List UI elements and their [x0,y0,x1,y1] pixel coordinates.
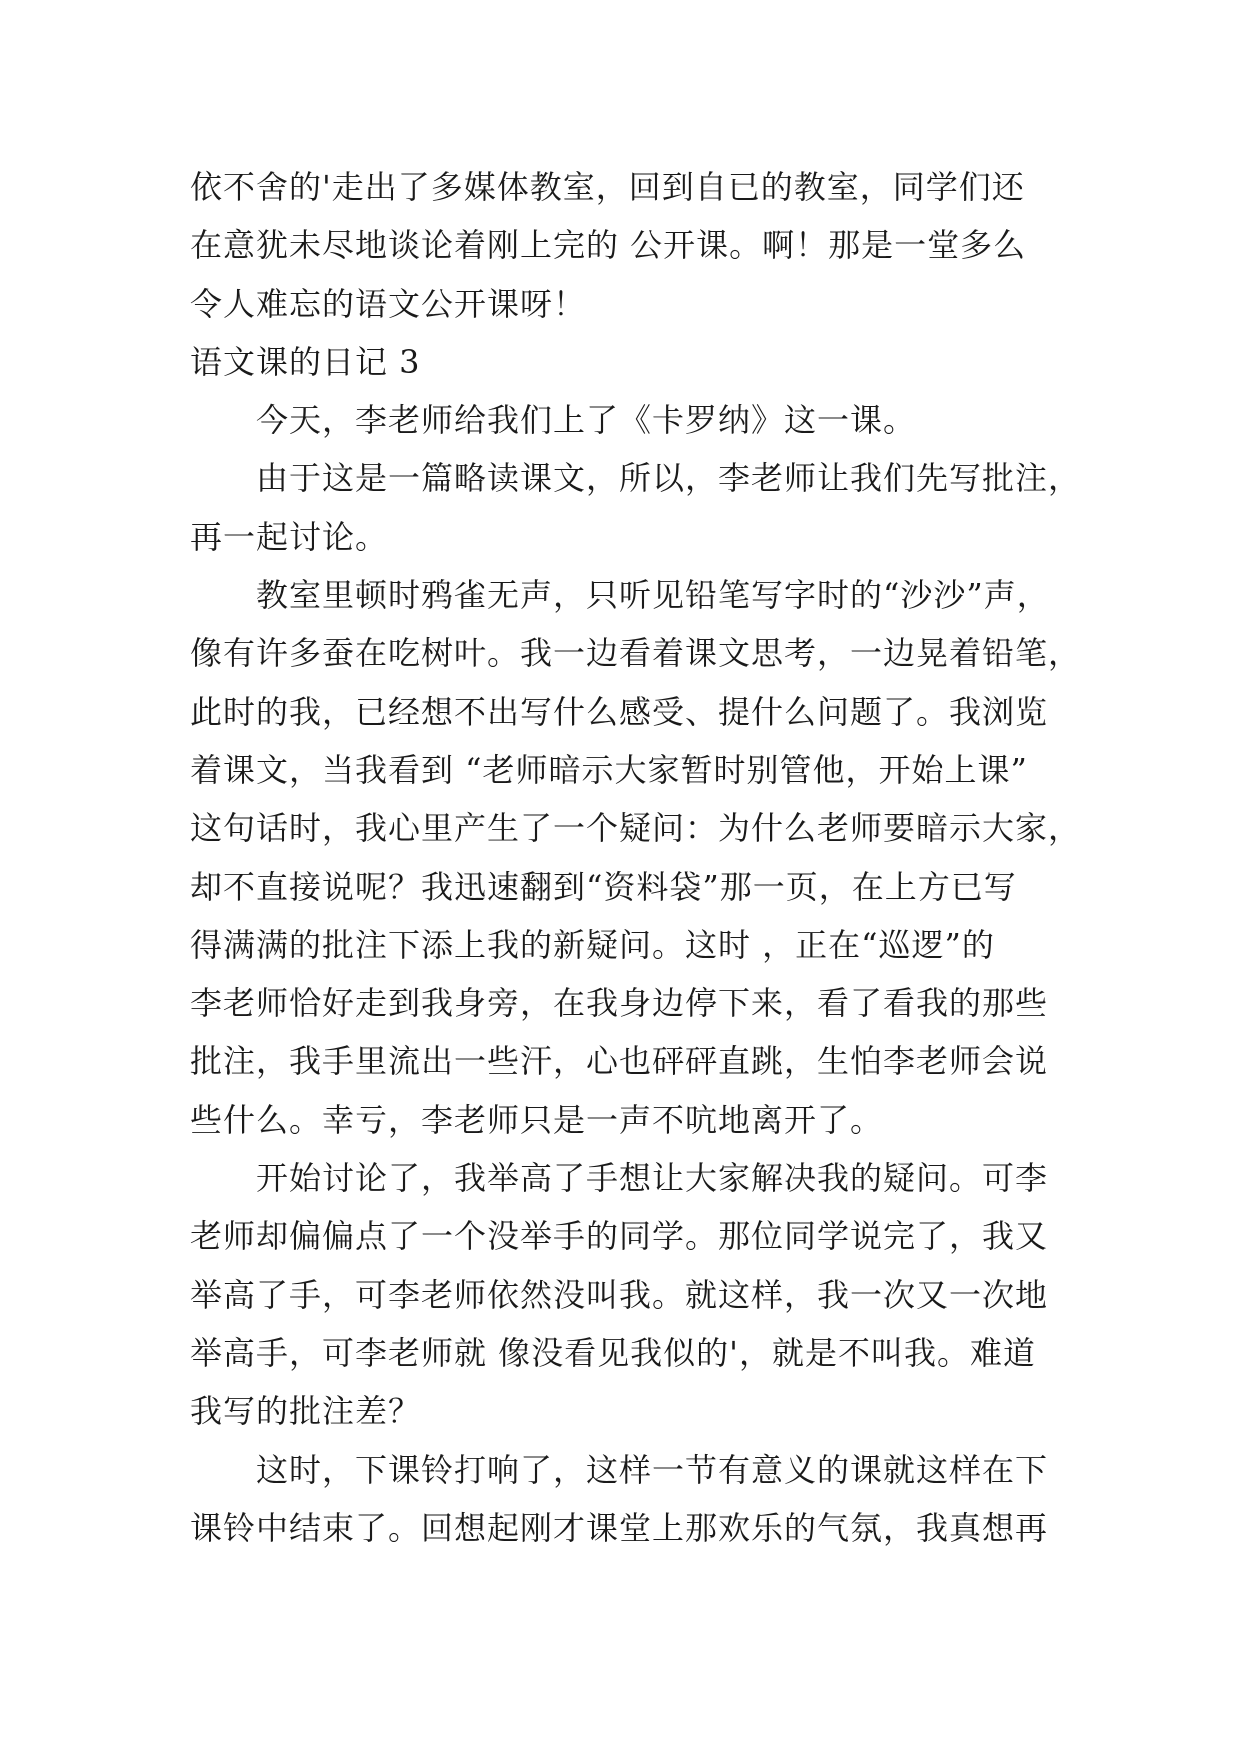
text-line: 再一起讨论。 [190,517,389,556]
text-line: 我写的批注差？ [190,1392,422,1431]
text-line: 令人难忘的语文公开课呀！ [190,284,587,323]
text-line: 像有许多蚕在吃树叶。我一边看着课文思考，一边晃着铅笔， [190,634,1082,673]
text-line: 举高手，可李老师就 像没看见我似的'，就是不叫我。难道 [190,1333,1036,1372]
text-line: 语文课的日记 3 [190,342,421,381]
text-line: 今天，李老师给我们上了《卡罗纳》这一课。 [256,401,917,440]
text-line: 由于这是一篇略读课文，所以，李老师让我们先写批注， [256,459,1082,498]
text-line: 开始讨论了，我举高了手想让大家解决我的疑问。可李 [256,1159,1049,1198]
document-body [190,158,1082,1557]
text-line: 这时，下课铃打响了，这样一节有意义的课就这样在下 [256,1450,1049,1489]
text-line: 在意犹未尽地谈论着刚上完的 公开课。啊！那是一堂多么 [190,226,1027,265]
text-line: 却不直接说呢？我迅速翻到“资料袋”那一页，在上方已写 [190,867,1017,906]
text-line: 老师却偏偏点了一个没举手的同学。那位同学说完了，我又 [190,1217,1049,1256]
text-line: 教室里顿时鸦雀无声，只听见铅笔写字时的“沙沙”声， [256,576,1050,615]
text-line: 着课文，当我看到 “老师暗示大家暂时别管他，开始上课” [190,750,1028,789]
text-line: 依不舍的'走出了多媒体教室，回到自已的教室，同学们还 [190,168,1025,206]
text-line: 举高了手，可李老师依然没叫我。就这样，我一次又一次地 [190,1275,1049,1314]
text-line: 李老师恰好走到我身旁，在我身边停下来，看了看我的那些 [190,984,1049,1023]
text-line: 此时的我，已经想不出写什么感受、提什么问题了。我浏览 [190,692,1049,731]
text-line: 这句话时，我心里产生了一个疑问：为什么老师要暗示大家， [190,809,1082,848]
text-line: 批注，我手里流出一些汗，心也砰砰直跳，生怕李老师会说 [190,1042,1049,1081]
text-line: 课铃中结束了。回想起刚才课堂上那欢乐的气氛，我真想再 [190,1508,1049,1547]
text-line: 得满满的批注下添上我的新疑问。这时 ，正在“巡逻”的 [190,925,995,964]
text-line: 些什么。幸亏，李老师只是一声不吭地离开了。 [190,1100,884,1139]
